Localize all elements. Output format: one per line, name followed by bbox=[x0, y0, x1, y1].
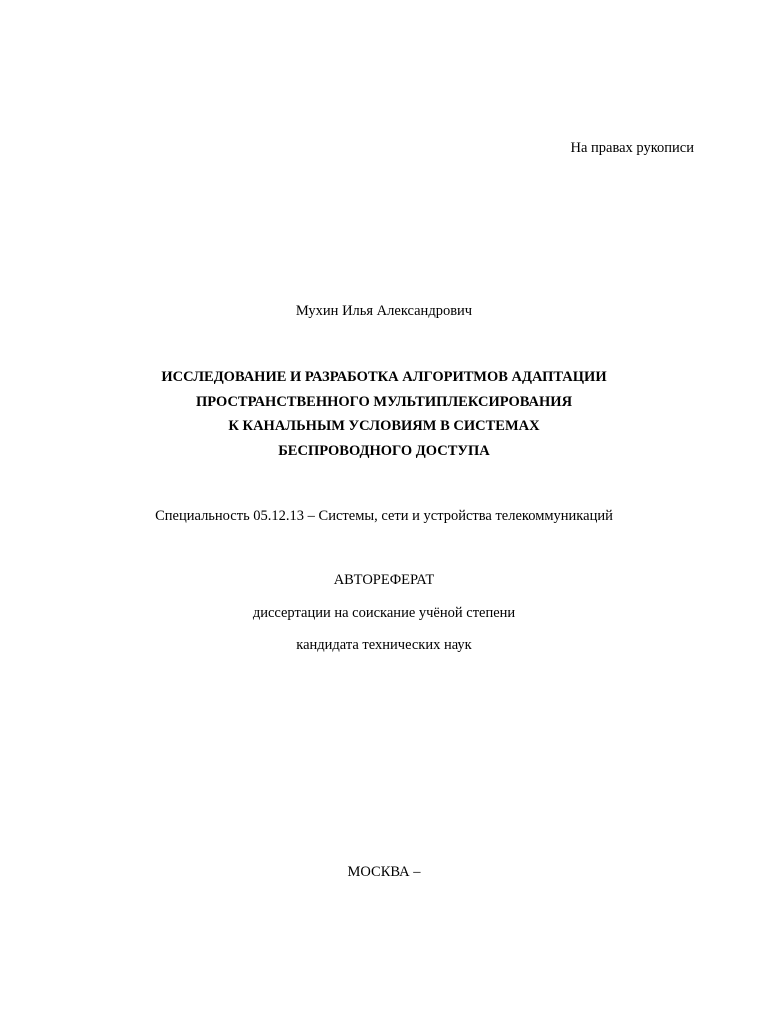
title-line-1: ИССЛЕДОВАНИЕ И РАЗРАБОТКА АЛГОРИТМОВ АДАПТАЦИИ bbox=[161, 369, 607, 385]
document-type: АВТОРЕФЕРАТ bbox=[333, 572, 435, 588]
dissertation-purpose: диссертации на соискание учёной степени bbox=[252, 605, 516, 621]
specialty: Специальность 05.12.13 – Системы, сети и устройства телекоммуникаций bbox=[155, 508, 613, 524]
academic-degree: кандидата технических наук bbox=[296, 637, 472, 653]
dissertation-title bbox=[0, 365, 768, 463]
author-name: Мухин Илья Александрович bbox=[295, 303, 473, 319]
title-line-4: БЕСПРОВОДНОГО ДОСТУПА bbox=[278, 442, 490, 459]
city-year: МОСКВА – bbox=[347, 864, 421, 880]
manuscript-note: На правах рукописи bbox=[570, 140, 694, 156]
title-line-3: К КАНАЛЬНЫМ УСЛОВИЯМ В СИСТЕМАХ bbox=[228, 418, 540, 434]
title-line-2: ПРОСТРАНСТВЕННОГО МУЛЬТИПЛЕКСИРОВАНИЯ bbox=[195, 393, 573, 410]
